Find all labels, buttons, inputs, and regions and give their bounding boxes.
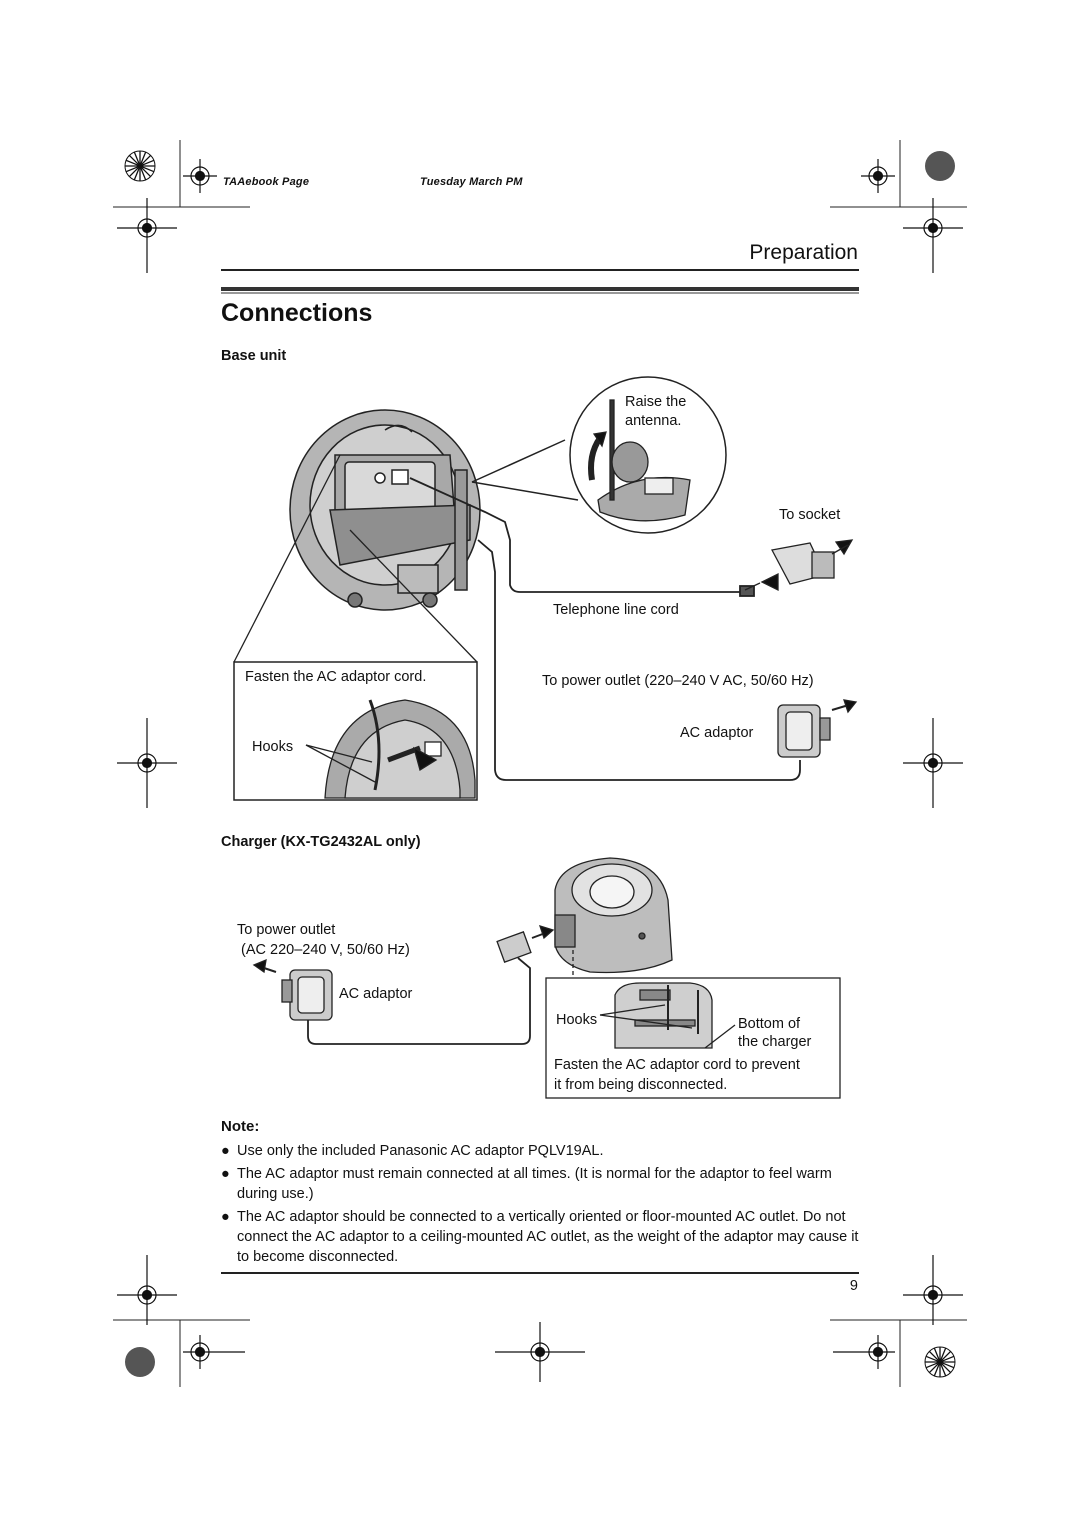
charger-hooks-label: Hooks <box>556 1012 598 1028</box>
fasten-cord-label: Fasten the AC adaptor cord. <box>245 669 427 685</box>
to-socket-label: To socket <box>779 507 841 523</box>
raise-antenna-line1: Raise the <box>625 394 687 410</box>
section-name: Preparation <box>749 241 858 264</box>
bottom-of-charger-line2: the charger <box>738 1034 812 1050</box>
print-header-file: TAAebook Page <box>223 176 310 188</box>
page-number: 9 <box>849 1278 858 1294</box>
note-item <box>221 1164 859 1204</box>
charger-power-outlet-line2: (AC 220–240 V, 50/60 Hz) <box>237 942 410 958</box>
base-unit-heading: Base unit <box>221 348 287 364</box>
charger-power-outlet-line1: To power outlet <box>237 922 336 938</box>
note-list <box>221 1141 859 1270</box>
note-item <box>221 1207 859 1267</box>
charger-plug-icon <box>497 926 553 962</box>
footer-rule <box>221 1272 859 1274</box>
bullet-icon: ● <box>221 1166 230 1182</box>
charger-heading: Charger (KX-TG2432AL only) <box>221 834 421 850</box>
bottom-of-charger-line1: Bottom of <box>738 1016 801 1032</box>
telephone-line-cord-label: Telephone line cord <box>553 602 679 618</box>
bullet-icon: ● <box>221 1143 230 1159</box>
ac-adaptor-label: AC adaptor <box>680 725 754 741</box>
charger-ac-adaptor-icon <box>254 960 332 1020</box>
charger-image <box>555 858 672 973</box>
print-header-date: Tuesday March PM <box>420 176 523 188</box>
note-item-text: The AC adaptor must remain connected at all times. (It is normal for the adaptor to feel warm during use.) <box>237 1166 832 1202</box>
charger-fasten-note-line2: it from being disconnected. <box>554 1077 728 1093</box>
note-item-text: The AC adaptor should be connected to a vertically oriented or floor-mounted AC outlet. Do not connect the AC adaptor to a ceiling-mounted AC outlet, as the weight of the adaptor may cause it to become disconnected. <box>237 1209 859 1265</box>
bullet-icon: ● <box>221 1209 230 1225</box>
hooks-label: Hooks <box>252 739 294 755</box>
to-power-outlet-label: To power outlet (220–240 V AC, 50/60 Hz) <box>542 673 814 689</box>
note-heading: Note: <box>221 1118 260 1135</box>
page-title: Connections <box>221 299 373 327</box>
raise-antenna-line2: antenna. <box>625 413 682 429</box>
note-item <box>221 1141 859 1161</box>
charger-fasten-note-line1: Fasten the AC adaptor cord to prevent <box>554 1057 800 1073</box>
charger-ac-adaptor-label: AC adaptor <box>339 986 413 1002</box>
note-item-text: Use only the included Panasonic AC adaptor PQLV19AL. <box>237 1143 604 1159</box>
